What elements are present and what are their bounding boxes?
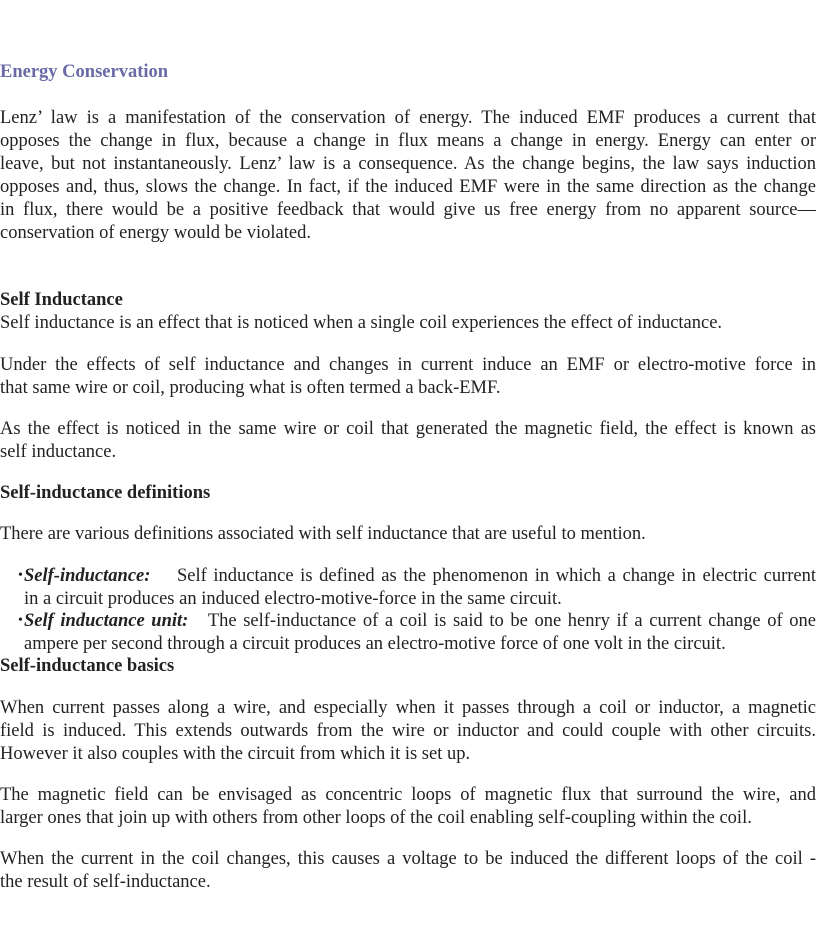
text-line xyxy=(18,565,816,587)
text-line: in a circuit produces an induced electro-motive-force in the same circuit. xyxy=(24,589,562,609)
definition-text: Self inductance is defined as the phenomenon in which a change in electric current xyxy=(176,566,816,586)
heading-energy-conservation: Energy Conservation xyxy=(0,62,169,82)
text-line: Under the effects of self inductance and changes in current induce an EMF or electro-motive force in xyxy=(0,355,816,375)
heading-self-inductance: Self Inductance xyxy=(0,290,123,310)
text-line: field is induced. This extends outwards from the wire or inductor and could couple with other circuits. xyxy=(0,721,816,741)
text-line: However it also couples with the circuit from which it is set up. xyxy=(0,744,471,764)
text-line: When current passes along a wire, and especially when it passes through a coil or inductor, a magnetic xyxy=(0,698,816,718)
text-line: Lenz’ law is a manifestation of the conservation of energy. The induced EMF produces a current that xyxy=(0,108,816,128)
text-line: larger ones that join up with others from other loops of the coil enabling self-coupling within the coil. xyxy=(0,808,752,828)
text-line: conservation of energy would be violated. xyxy=(0,223,311,243)
definition-term: Self inductance unit: xyxy=(24,611,189,631)
text-line: opposes the change in flux, because a change in flux means a change in energy. Energy can enter or xyxy=(0,131,816,151)
text-line: self inductance. xyxy=(0,442,117,462)
text-line: opposes and, thus, slows the change. In fact, if the induced EMF were in the same direction as the change xyxy=(0,177,816,197)
definition-term: Self-inductance: xyxy=(24,566,151,586)
text-line: leave, but not instantaneously. Lenz’ law is a consequence. As the change begins, the law says induction xyxy=(0,154,816,174)
text-line: The magnetic field can be envisaged as concentric loops of magnetic flux that surround the wire, and xyxy=(0,785,816,805)
text-line: ampere per second through a circuit produces an electro-motive force of one volt in the circuit. xyxy=(24,634,726,654)
text-line: in flux, there would be a positive feedback that would give us free energy from no apparent source— xyxy=(0,200,816,220)
paragraph-self-inductance-intro: Self inductance is an effect that is noticed when a single coil experiences the effect of inductance. xyxy=(0,313,723,333)
bullet-icon: • xyxy=(18,568,23,583)
text-line: that same wire or coil, producing what is often termed a back-EMF. xyxy=(0,378,501,398)
definition-text: The self-inductance of a coil is said to be one henry if a current change of one xyxy=(207,611,816,631)
text-line: When the current in the coil changes, this causes a voltage to be induced the different loops of the coil - xyxy=(0,849,816,869)
text-line: the result of self-inductance. xyxy=(0,872,211,892)
text-line: As the effect is noticed in the same wire or coil that generated the magnetic field, the effect is known as xyxy=(0,419,816,439)
heading-self-inductance-definitions: Self-inductance definitions xyxy=(0,483,211,503)
heading-self-inductance-basics: Self-inductance basics xyxy=(0,656,175,676)
bullet-icon: • xyxy=(18,613,23,628)
text-line xyxy=(18,610,816,632)
paragraph-definitions-intro: There are various definitions associated with self inductance that are useful to mention. xyxy=(0,524,646,544)
